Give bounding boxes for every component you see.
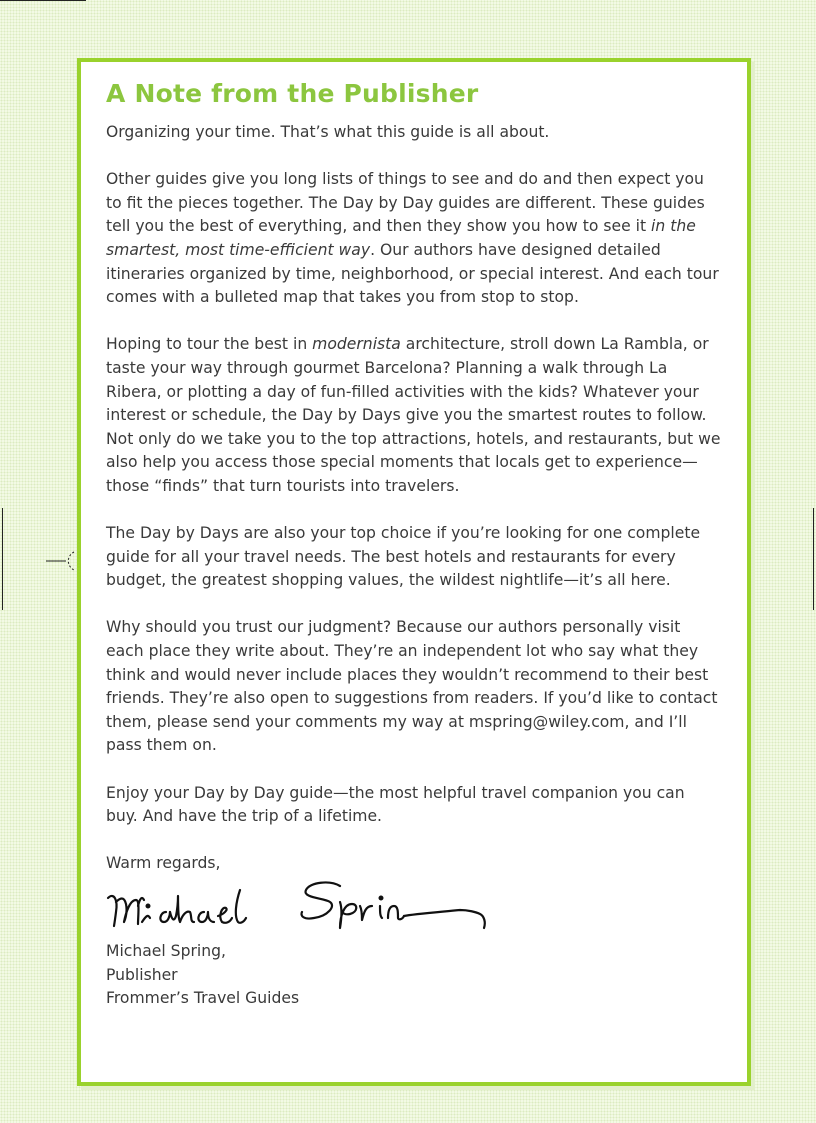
- paragraph-guides-emphasis: in the smartest, most time-efficient way: [106, 217, 696, 259]
- signer-name: Michael Spring,: [106, 942, 226, 960]
- signer-block: [106, 940, 721, 1011]
- page-title: A Note from the Publisher: [106, 79, 479, 108]
- paragraph-trust: Why should you trust our judgment? Because our authors personally visit each place they write about. They’re an independent lot who say what they think and would never include places they wouldn’t recommend to their best friends. They’re also open to suggestions from readers. If you’d like to contact them, please send your comments my way at mspring@wiley.com, and I’ll pass them on.: [106, 618, 718, 755]
- intro-paragraph: Organizing your time. That’s what this guide is all about.: [106, 123, 550, 141]
- paragraph-tours-emphasis: modernista: [312, 335, 401, 354]
- crop-mark-top: [0, 0, 86, 1]
- closing-salutation: Warm regards,: [106, 854, 221, 873]
- crop-mark-left: [2, 508, 3, 610]
- publisher-note-panel: [77, 58, 751, 1086]
- paragraph-tours-text-a: Hoping to tour the best in: [106, 335, 313, 354]
- paragraph-guides-text-a: Other guides give you long lists of things to see and do and then expect you to fit the pieces together. The Day by Day guides are different. These guides tell you the best of everything, and then they show you how to see it: [106, 170, 705, 236]
- paragraph-guides: [106, 168, 721, 310]
- crop-mark-right: [813, 508, 814, 610]
- signature-image: [104, 876, 494, 934]
- paragraph-tours-text-b: architecture, stroll down La Rambla, or taste your way through gourmet Barcelona? Planning a walk through La Ribera, or plotting a day of fun-filled activities with the kids? Whatever your interest or schedule, the Day by Days give you the smartest routes to follow. Not only do we take you to the top attractions, hotels, and restaurants, but we also help you access those special moments that locals get to experience—those “finds” that turn tourists into travelers.: [106, 335, 721, 495]
- paragraph-guides-text-b: . Our authors have designed detailed itineraries organized by time, neighborhood, or special interest. And each tour comes with a bulleted map that takes you from stop to stop.: [106, 240, 719, 307]
- signer-organization: Frommer’s Travel Guides: [106, 989, 300, 1008]
- note-body: [106, 121, 721, 1011]
- paragraph-tours: [106, 333, 721, 498]
- paragraph-choice: The Day by Days are also your top choice if you’re looking for one complete guide for all your travel needs. The best hotels and restaurants for every budget, the greatest shopping values, the wildest nightlife—it’s all here.: [106, 524, 701, 590]
- signer-title: Publisher: [106, 965, 178, 984]
- paragraph-enjoy: Enjoy your Day by Day guide—the most helpful travel companion you can buy. And have the trip of a lifetime.: [106, 783, 685, 826]
